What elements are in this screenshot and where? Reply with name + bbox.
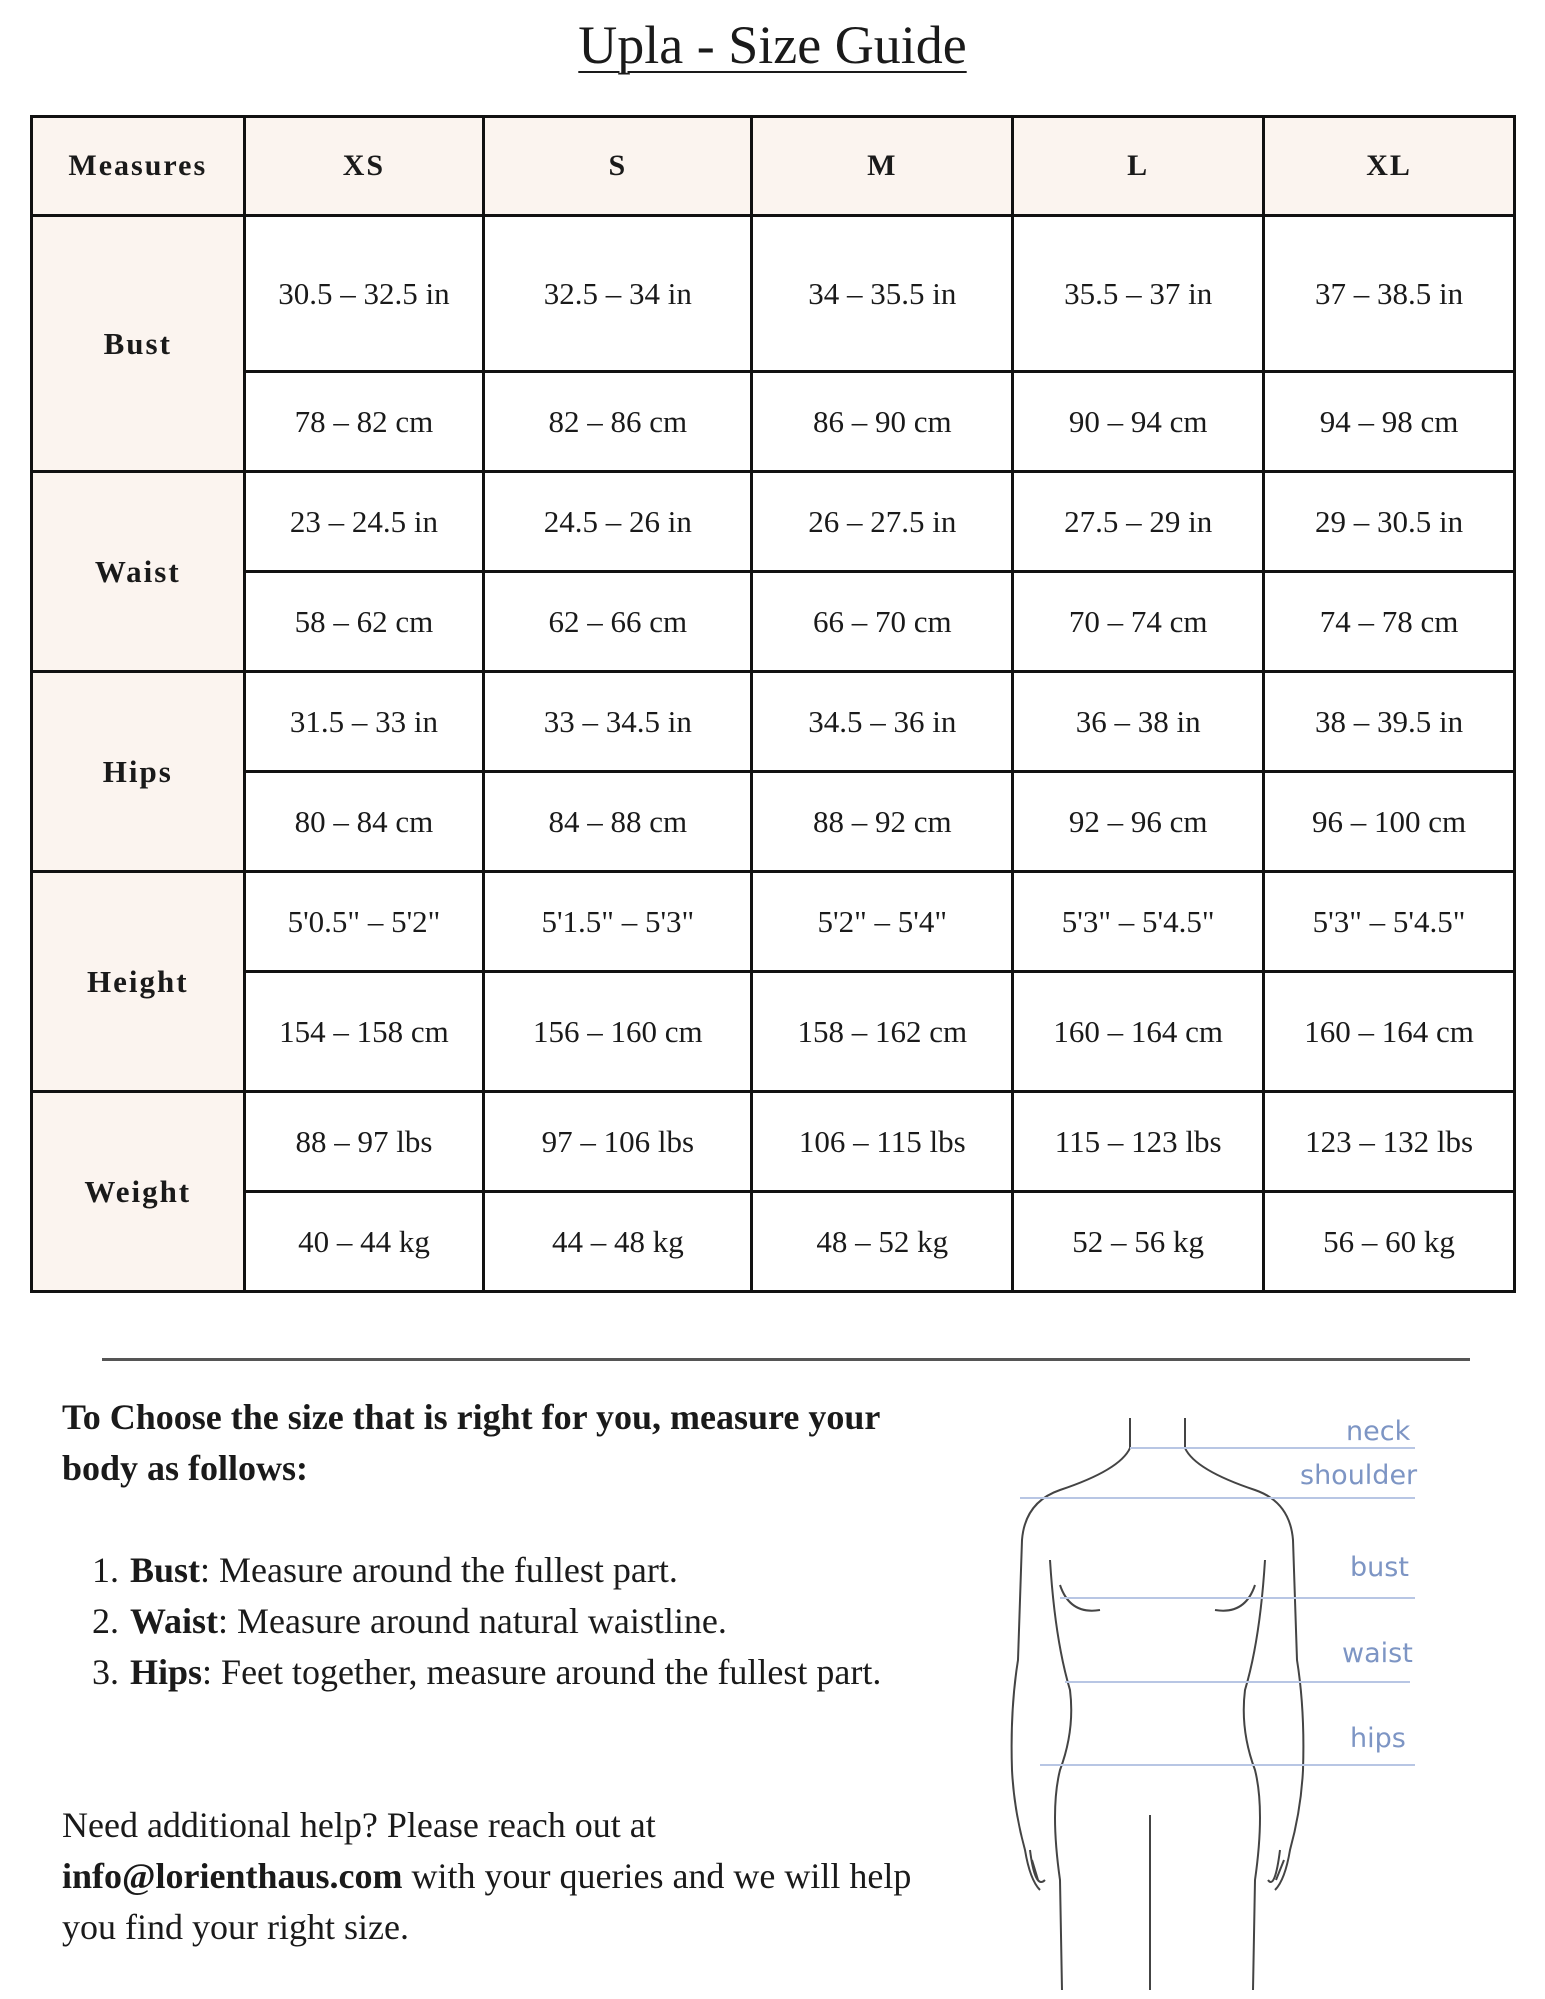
label-bust: bust [1350,1552,1409,1583]
row-label-weight: Weight [32,1092,245,1292]
table-cell: 90 – 94 cm [1013,372,1264,472]
table-cell: 35.5 – 37 in [1013,216,1264,372]
contact-email[interactable]: info@lorienthaus.com [62,1856,403,1896]
table-cell: 96 – 100 cm [1264,772,1515,872]
table-cell: 62 – 66 cm [484,572,752,672]
table-cell: 84 – 88 cm [484,772,752,872]
header-cell-l: L [1013,117,1264,216]
table-cell: 29 – 30.5 in [1264,472,1515,572]
table-cell: 80 – 84 cm [244,772,484,872]
table-row [32,772,1515,872]
table-cell: 123 – 132 lbs [1264,1092,1515,1192]
table-cell: 38 – 39.5 in [1264,672,1515,772]
table-cell: 78 – 82 cm [244,372,484,472]
table-cell: 158 – 162 cm [752,972,1013,1092]
table-row [32,372,1515,472]
step-term: Waist [130,1601,219,1641]
table-cell: 40 – 44 kg [244,1192,484,1292]
label-shoulder: shoulder [1300,1460,1418,1491]
table-cell: 97 – 106 lbs [484,1092,752,1192]
table-cell: 88 – 92 cm [752,772,1013,872]
table-cell: 30.5 – 32.5 in [244,216,484,372]
table-cell: 5'3" – 5'4.5" [1264,872,1515,972]
table-cell: 92 – 96 cm [1013,772,1264,872]
table-cell: 56 – 60 kg [1264,1192,1515,1292]
table-cell: 94 – 98 cm [1264,372,1515,472]
table-row [32,1192,1515,1292]
step-term: Bust [130,1550,201,1590]
label-neck: neck [1346,1416,1411,1447]
header-cell-m: M [752,117,1013,216]
table-cell: 5'1.5" – 5'3" [484,872,752,972]
table-cell: 34.5 – 36 in [752,672,1013,772]
header-cell-xl: XL [1264,117,1515,216]
step-text: : Measure around natural waistline. [218,1601,727,1641]
row-label-hips: Hips [32,672,245,872]
table-cell: 27.5 – 29 in [1013,472,1264,572]
section-divider [102,1358,1470,1361]
header-cell-measures: Measures [32,117,245,216]
table-cell: 74 – 78 cm [1264,572,1515,672]
table-cell: 33 – 34.5 in [484,672,752,772]
table-cell: 26 – 27.5 in [752,472,1013,572]
row-label-height: Height [32,872,245,1092]
table-cell: 86 – 90 cm [752,372,1013,472]
table-row [32,216,1515,372]
step-term: Hips [130,1652,203,1692]
table-cell: 66 – 70 cm [752,572,1013,672]
table-header-row [32,117,1515,216]
instructions-intro: To Choose the size that is right for you, measure your body as follows: [62,1397,880,1488]
table-cell: 44 – 48 kg [484,1192,752,1292]
table-cell: 24.5 – 26 in [484,472,752,572]
header-cell-s: S [484,117,752,216]
table-cell: 31.5 – 33 in [244,672,484,772]
table-cell: 58 – 62 cm [244,572,484,672]
measurement-steps [62,1545,968,1698]
list-item [128,1545,968,1596]
table-cell: 70 – 74 cm [1013,572,1264,672]
table-cell: 5'2" – 5'4" [752,872,1013,972]
table-row [32,672,1515,772]
table-cell: 88 – 97 lbs [244,1092,484,1192]
table-cell: 82 – 86 cm [484,372,752,472]
size-table [30,115,1516,1293]
table-cell: 23 – 24.5 in [244,472,484,572]
table-cell: 52 – 56 kg [1013,1192,1264,1292]
table-cell: 160 – 164 cm [1013,972,1264,1092]
step-text: : Feet together, measure around the fullest part. [202,1652,882,1692]
body-measurement-figure [1000,1410,1460,1990]
table-row [32,472,1515,572]
table-cell: 160 – 164 cm [1264,972,1515,1092]
table-row [32,1092,1515,1192]
table-cell: 156 – 160 cm [484,972,752,1092]
step-text: : Measure around the fullest part. [200,1550,678,1590]
table-cell: 154 – 158 cm [244,972,484,1092]
table-cell: 115 – 123 lbs [1013,1092,1264,1192]
label-waist: waist [1342,1638,1413,1669]
help-paragraph [62,1800,922,1953]
table-row [32,972,1515,1092]
page-title: Upla - Size Guide [578,15,967,75]
table-row [32,872,1515,972]
table-cell: 5'3" – 5'4.5" [1013,872,1264,972]
list-item [128,1647,968,1698]
table-cell: 5'0.5" – 5'2" [244,872,484,972]
table-cell: 106 – 115 lbs [752,1092,1013,1192]
table-cell: 48 – 52 kg [752,1192,1013,1292]
table-cell: 34 – 35.5 in [752,216,1013,372]
table-cell: 37 – 38.5 in [1264,216,1515,372]
row-label-bust: Bust [32,216,245,472]
row-label-waist: Waist [32,472,245,672]
list-item [128,1596,968,1647]
table-row [32,572,1515,672]
table-cell: 32.5 – 34 in [484,216,752,372]
label-hips: hips [1350,1723,1406,1754]
table-cell: 36 – 38 in [1013,672,1264,772]
header-cell-xs: XS [244,117,484,216]
body-outline-illustration [1000,1410,1460,1990]
help-prefix: Need additional help? Please reach out at [62,1805,656,1845]
help-suffix: with your queries and we will help you find your right size. [62,1856,912,1947]
